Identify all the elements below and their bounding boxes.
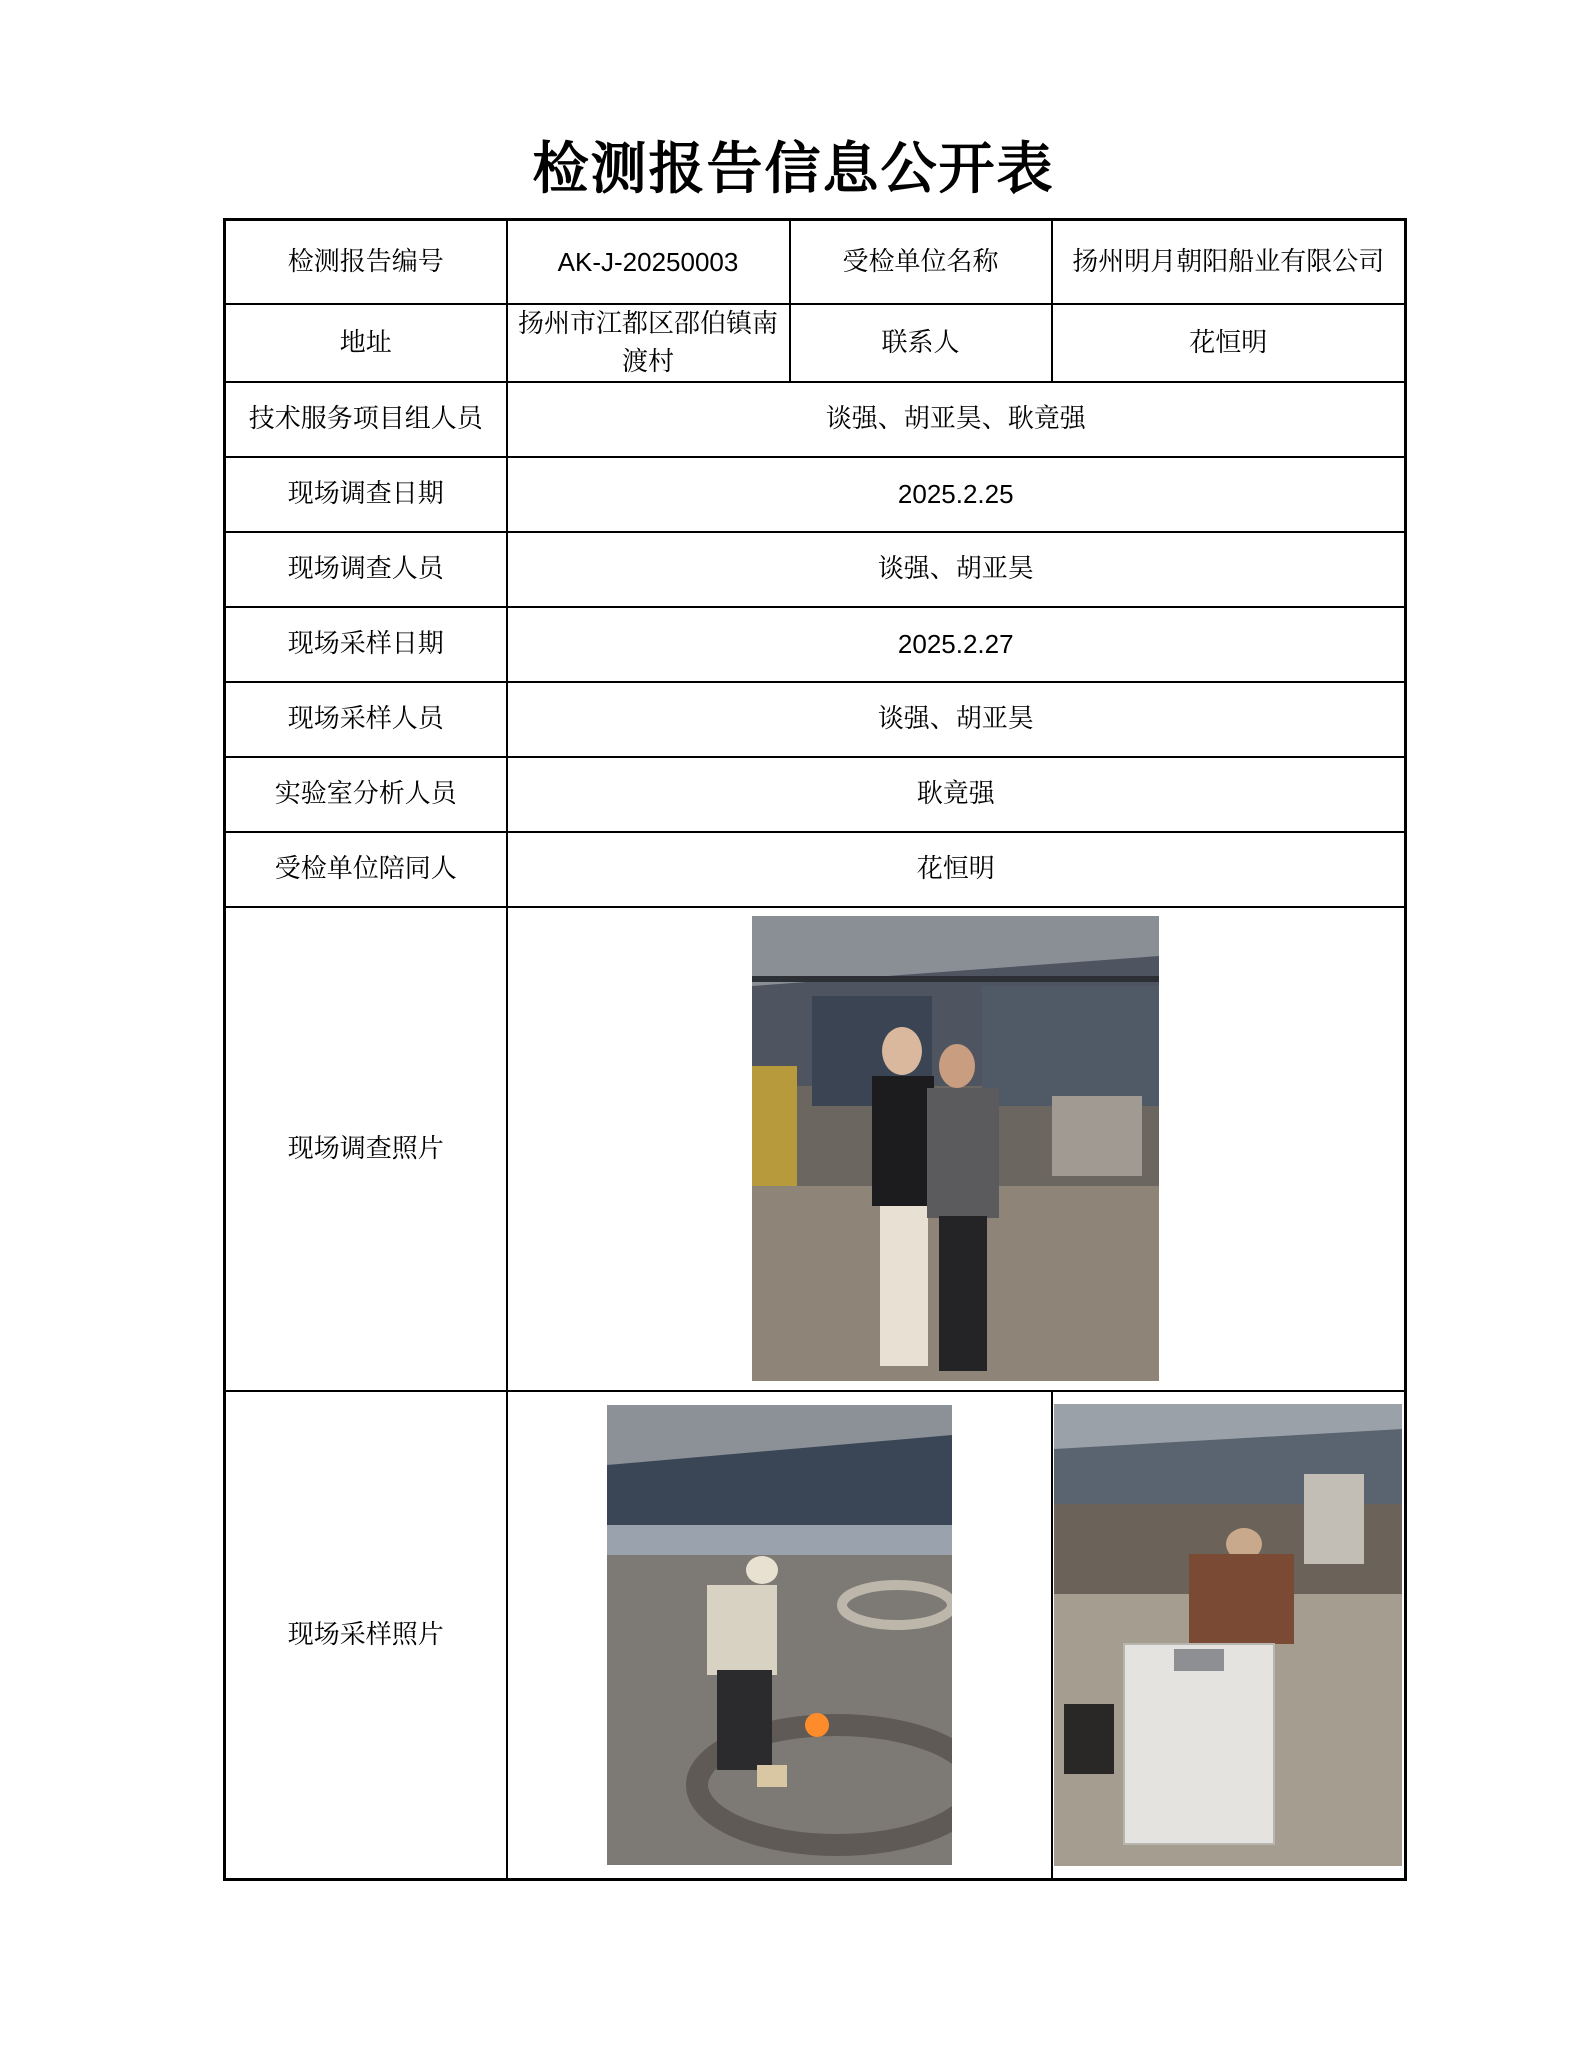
sampling-photo-row — [225, 1391, 1406, 1880]
info-row — [225, 682, 1406, 757]
accompanying-person-value: 花恒明 — [507, 832, 1406, 907]
info-row — [225, 607, 1406, 682]
page-title: 检测报告信息公开表 — [532, 137, 1055, 202]
sampling-photo-left-cell — [507, 1391, 1052, 1880]
address-value: 扬州市江都区邵伯镇南渡村 — [507, 304, 790, 382]
report-number-label: 检测报告编号 — [225, 220, 507, 304]
survey-photo — [752, 916, 1159, 1381]
info-row — [225, 382, 1406, 457]
address-row — [225, 304, 1406, 382]
contact-label: 联系人 — [790, 304, 1052, 382]
inspected-unit-value: 扬州明月朝阳船业有限公司 — [1052, 220, 1406, 304]
report-table — [223, 218, 1407, 1881]
survey-date-label: 现场调查日期 — [225, 457, 507, 532]
report-number-row — [225, 220, 1406, 304]
info-row — [225, 532, 1406, 607]
sampling-photo-cutting — [607, 1405, 952, 1865]
lab-analyst-label: 实验室分析人员 — [225, 757, 507, 832]
report-number-value: AK-J-20250003 — [507, 220, 790, 304]
sampling-staff-value: 谈强、胡亚昊 — [507, 682, 1406, 757]
lab-analyst-value: 耿竟强 — [507, 757, 1406, 832]
sampling-photo-device — [1054, 1404, 1402, 1866]
sampling-photo-label: 现场采样照片 — [225, 1391, 507, 1880]
address-label: 地址 — [225, 304, 507, 382]
sampling-date-value: 2025.2.27 — [507, 607, 1406, 682]
info-row — [225, 832, 1406, 907]
accompanying-person-label: 受检单位陪同人 — [225, 832, 507, 907]
survey-staff-label: 现场调查人员 — [225, 532, 507, 607]
contact-value: 花恒明 — [1052, 304, 1406, 382]
survey-photo-label: 现场调查照片 — [225, 907, 507, 1391]
team-members-label: 技术服务项目组人员 — [225, 382, 507, 457]
sampling-staff-label: 现场采样人员 — [225, 682, 507, 757]
info-row — [225, 757, 1406, 832]
sampling-date-label: 现场采样日期 — [225, 607, 507, 682]
survey-photo-row — [225, 907, 1406, 1391]
info-row — [225, 457, 1406, 532]
survey-photo-cell — [507, 907, 1406, 1391]
team-members-value: 谈强、胡亚昊、耿竟强 — [507, 382, 1406, 457]
survey-date-value: 2025.2.25 — [507, 457, 1406, 532]
survey-staff-value: 谈强、胡亚昊 — [507, 532, 1406, 607]
inspected-unit-label: 受检单位名称 — [790, 220, 1052, 304]
sampling-photo-right-cell — [1052, 1391, 1406, 1880]
